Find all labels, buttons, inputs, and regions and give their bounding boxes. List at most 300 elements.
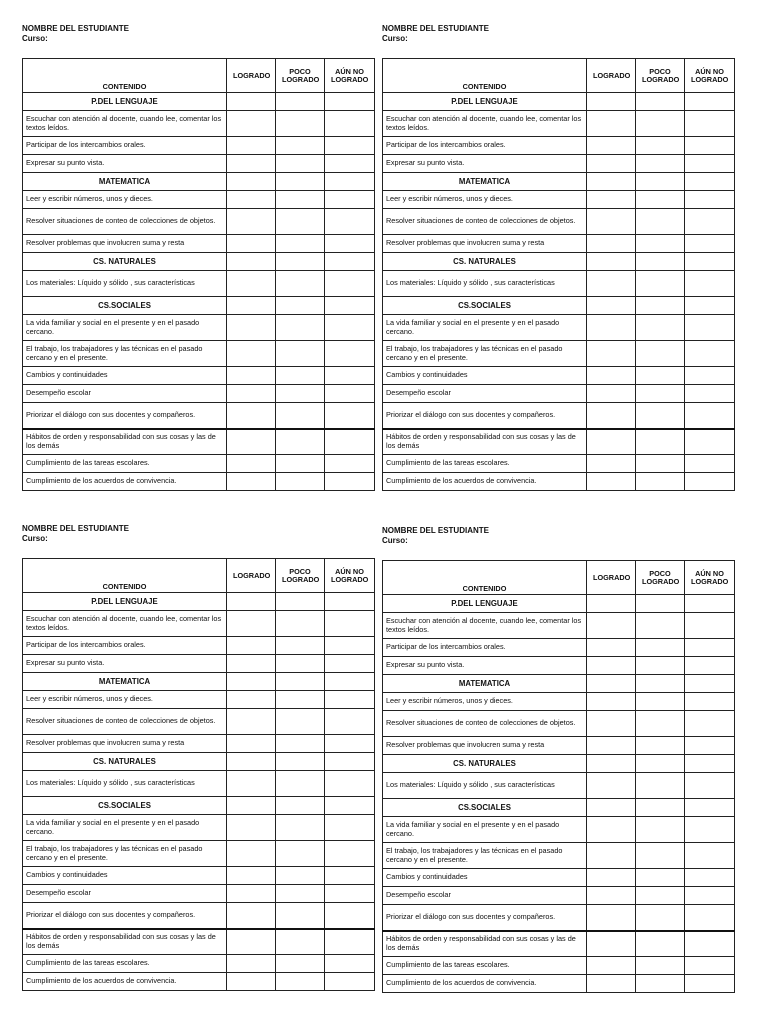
col-aun-no-logrado-cell[interactable]: [685, 271, 735, 297]
col-poco-logrado-cell[interactable]: [636, 155, 685, 173]
col-poco-logrado-cell[interactable]: [276, 815, 325, 841]
col-poco-logrado-cell[interactable]: [276, 155, 325, 173]
col-aun-no-logrado-cell[interactable]: [685, 737, 735, 755]
col-logrado-cell[interactable]: [587, 367, 636, 385]
row-convivencia: [383, 975, 735, 993]
col-poco-logrado-cell[interactable]: [636, 957, 685, 975]
section-title: CS. NATURALES: [383, 755, 587, 773]
col-aun-no-logrado-cell[interactable]: [325, 155, 375, 173]
col-logrado-cell[interactable]: [587, 429, 636, 455]
col-aun-no-logrado-cell[interactable]: [685, 657, 735, 675]
col-logrado-cell[interactable]: [227, 709, 276, 735]
col-poco-logrado-cell[interactable]: [636, 367, 685, 385]
col-logrado-cell[interactable]: [587, 173, 636, 191]
col-logrado-cell[interactable]: [227, 111, 276, 137]
col-aun-no-logrado-cell[interactable]: [685, 385, 735, 403]
col-poco-logrado-cell[interactable]: [276, 191, 325, 209]
row-habitos: [23, 929, 375, 955]
col-aun-no-logrado-cell[interactable]: [325, 173, 375, 191]
col-poco-logrado-cell[interactable]: [636, 843, 685, 869]
content-cell: Cumplimiento de los acuerdos de convivencia.: [23, 973, 227, 991]
col-aun-no-logrado-cell[interactable]: [685, 253, 735, 271]
student-name-label: NOMBRE DEL ESTUDIANTE: [382, 24, 489, 33]
col-poco-logrado-cell[interactable]: [276, 673, 325, 691]
col-aun-no-logrado-cell[interactable]: [685, 773, 735, 799]
col-aun-no-logrado-cell[interactable]: [685, 639, 735, 657]
col-aun-no-logrado-cell[interactable]: [685, 297, 735, 315]
content-cell: Desempeño escolar: [23, 385, 227, 403]
col-logrado-cell[interactable]: [227, 271, 276, 297]
content-cell: Participar de los intercambios orales.: [383, 137, 587, 155]
row-escuchar: [383, 111, 735, 137]
col-poco-logrado-cell[interactable]: [636, 403, 685, 429]
col-aun-no-logrado-cell[interactable]: [325, 867, 375, 885]
col-aun-no-logrado-cell[interactable]: [685, 191, 735, 209]
content-cell: Escuchar con atención al docente, cuando lee, comentar los textos leídos.: [383, 111, 587, 137]
col-poco-logrado-cell[interactable]: [276, 173, 325, 191]
col-logrado-cell[interactable]: [227, 191, 276, 209]
col-aun-no-logrado-cell[interactable]: [685, 887, 735, 905]
col-poco-logrado-cell[interactable]: [276, 271, 325, 297]
col-aun-no-logrado-cell[interactable]: [325, 841, 375, 867]
content-cell: Resolver problemas que involucren suma y resta: [383, 737, 587, 755]
content-cell: Resolver problemas que involucren suma y resta: [23, 735, 227, 753]
col-poco-logrado-cell[interactable]: [276, 297, 325, 315]
row-dialogo: [23, 403, 375, 429]
col-aun-no-logrado-cell[interactable]: [325, 209, 375, 235]
col-aun-no-logrado-cell[interactable]: [325, 797, 375, 815]
col-logrado-cell[interactable]: [227, 297, 276, 315]
content-cell: Cumplimiento de los acuerdos de convivencia.: [383, 975, 587, 993]
row-trabajo: [23, 841, 375, 867]
row-conteo: [383, 209, 735, 235]
col-aun-no-logrado-cell[interactable]: [325, 297, 375, 315]
col-aun-no-logrado-cell[interactable]: [325, 691, 375, 709]
col-poco-logrado-cell[interactable]: [276, 111, 325, 137]
section-title: CS. NATURALES: [383, 253, 587, 271]
col-poco-logrado-cell[interactable]: [276, 753, 325, 771]
content-cell: La vida familiar y social en el presente y en el pasado cercano.: [383, 315, 587, 341]
col-aun-no-logrado-cell[interactable]: [685, 675, 735, 693]
col-logrado-cell[interactable]: [227, 867, 276, 885]
col-aun-no-logrado-cell[interactable]: [325, 815, 375, 841]
content-cell: La vida familiar y social en el presente y en el pasado cercano.: [23, 815, 227, 841]
col-poco-logrado-cell[interactable]: [276, 253, 325, 271]
col-poco-logrado-cell[interactable]: [276, 867, 325, 885]
content-cell: Hábitos de orden y responsabilidad con sus cosas y las de los demás: [23, 429, 227, 455]
col-aun-no-logrado-cell[interactable]: [325, 473, 375, 491]
section-sociales: [23, 297, 375, 315]
col-logrado-cell[interactable]: [587, 675, 636, 693]
col-logrado-cell[interactable]: [587, 931, 636, 957]
col-logrado-cell[interactable]: [227, 137, 276, 155]
col-aun-no-logrado-cell[interactable]: [325, 611, 375, 637]
col-poco-logrado-cell[interactable]: [636, 429, 685, 455]
col-aun-no-logrado-cell[interactable]: [325, 367, 375, 385]
col-aun-no-logrado-cell[interactable]: [685, 693, 735, 711]
col-logrado-cell[interactable]: [587, 155, 636, 173]
content-cell: Priorizar el diálogo con sus docentes y compañeros.: [23, 903, 227, 929]
row-numeros: [383, 191, 735, 209]
col-aun-no-logrado-cell[interactable]: [325, 955, 375, 973]
col-aun-no-logrado-cell[interactable]: [685, 595, 735, 613]
col-aun-no-logrado-cell[interactable]: [325, 903, 375, 929]
col-aun-no-logrado-cell[interactable]: [685, 93, 735, 111]
col-poco-logrado-cell[interactable]: [276, 655, 325, 673]
content-cell: Escuchar con atención al docente, cuando lee, comentar los textos leídos.: [23, 611, 227, 637]
col-poco-logrado-cell[interactable]: [276, 955, 325, 973]
col-aun-no-logrado-cell[interactable]: [325, 271, 375, 297]
col-poco-logrado-cell[interactable]: [636, 173, 685, 191]
col-aun-no-logrado-cell[interactable]: [325, 235, 375, 253]
col-aun-no-logrado-cell[interactable]: [685, 341, 735, 367]
col-aun-no-logrado-cell[interactable]: [685, 155, 735, 173]
col-logrado-cell[interactable]: [227, 929, 276, 955]
col-logrado-cell[interactable]: [587, 93, 636, 111]
col-poco-logrado-cell[interactable]: [636, 235, 685, 253]
col-poco-logrado-cell[interactable]: [276, 593, 325, 611]
col-aun-no-logrado-cell[interactable]: [325, 137, 375, 155]
section-lenguaje: [383, 93, 735, 111]
col-logrado-cell[interactable]: [587, 191, 636, 209]
col-aun-no-logrado-cell[interactable]: [325, 315, 375, 341]
col-aun-no-logrado-cell[interactable]: [685, 367, 735, 385]
col-poco-logrado-cell[interactable]: [636, 869, 685, 887]
header-row: [383, 59, 735, 93]
col-poco-logrado-cell[interactable]: [276, 367, 325, 385]
col-logrado-cell[interactable]: [227, 93, 276, 111]
col-logrado-cell[interactable]: [227, 841, 276, 867]
section-title: CS. NATURALES: [23, 753, 227, 771]
col-aun-no-logrado-cell[interactable]: [685, 315, 735, 341]
col-aun-no-logrado-cell[interactable]: [325, 455, 375, 473]
row-intercambios-orales: [383, 639, 735, 657]
col-poco-logrado-cell[interactable]: [636, 931, 685, 957]
row-cambios: [383, 367, 735, 385]
row-habitos: [383, 931, 735, 957]
col-logrado-cell[interactable]: [587, 595, 636, 613]
col-logrado-cell[interactable]: [587, 613, 636, 639]
col-aun-no-logrado-cell[interactable]: [325, 253, 375, 271]
col-aun-no-logrado-cell[interactable]: [325, 385, 375, 403]
col-aun-no-logrado-cell[interactable]: [325, 191, 375, 209]
col-aun-no-logrado-cell[interactable]: [325, 973, 375, 991]
col-logrado-cell[interactable]: [587, 473, 636, 491]
col-logrado-cell[interactable]: [587, 887, 636, 905]
content-cell: Priorizar el diálogo con sus docentes y compañeros.: [383, 905, 587, 931]
col-aun-no-logrado-cell[interactable]: [685, 905, 735, 931]
col-logrado-cell[interactable]: [587, 235, 636, 253]
col-logrado-cell[interactable]: [227, 797, 276, 815]
col-logrado-cell[interactable]: [227, 973, 276, 991]
col-poco-logrado-cell[interactable]: [276, 315, 325, 341]
col-logrado-cell[interactable]: [227, 691, 276, 709]
col-poco-logrado-cell[interactable]: [276, 137, 325, 155]
col-logrado-cell[interactable]: [587, 657, 636, 675]
section-title: CS.SOCIALES: [383, 799, 587, 817]
col-aun-no-logrado-cell[interactable]: [325, 341, 375, 367]
col-aun-no-logrado-cell[interactable]: [685, 711, 735, 737]
col-aun-no-logrado-cell[interactable]: [325, 885, 375, 903]
course-label: Curso:: [382, 34, 408, 43]
evaluation-form: [22, 24, 374, 491]
col-poco-logrado-cell[interactable]: [276, 385, 325, 403]
content-cell: Cumplimiento de los acuerdos de convivencia.: [383, 473, 587, 491]
col-logrado-cell[interactable]: [227, 209, 276, 235]
col-logrado-cell[interactable]: [227, 815, 276, 841]
col-logrado-header: LOGRADO: [587, 561, 636, 595]
col-poco-logrado-cell[interactable]: [636, 817, 685, 843]
col-logrado-cell[interactable]: [227, 429, 276, 455]
col-aun-no-logrado-cell[interactable]: [685, 613, 735, 639]
col-logrado-cell[interactable]: [587, 111, 636, 137]
col-aun-no-logrado-cell[interactable]: [325, 673, 375, 691]
section-title: CS.SOCIALES: [23, 297, 227, 315]
evaluation-table: [382, 560, 735, 993]
col-logrado-cell[interactable]: [227, 341, 276, 367]
col-logrado-cell[interactable]: [587, 403, 636, 429]
col-aun-no-logrado-cell[interactable]: [685, 975, 735, 993]
col-logrado-cell[interactable]: [587, 693, 636, 711]
col-aun-no-logrado-cell[interactable]: [685, 429, 735, 455]
col-aun-no-logrado-cell[interactable]: [685, 111, 735, 137]
col-poco-logrado-cell[interactable]: [636, 799, 685, 817]
col-poco-logrado-cell[interactable]: [276, 473, 325, 491]
row-intercambios-orales: [383, 137, 735, 155]
col-poco-logrado-cell[interactable]: [636, 455, 685, 473]
content-cell: Resolver problemas que involucren suma y resta: [23, 235, 227, 253]
col-poco-logrado-cell[interactable]: [636, 657, 685, 675]
col-logrado-cell[interactable]: [227, 473, 276, 491]
col-aun-no-logrado-cell[interactable]: [325, 593, 375, 611]
col-logrado-cell[interactable]: [587, 297, 636, 315]
content-cell: Cumplimiento de los acuerdos de convivencia.: [23, 473, 227, 491]
section-title: MATEMATICA: [23, 173, 227, 191]
col-logrado-cell[interactable]: [227, 753, 276, 771]
col-logrado-cell[interactable]: [227, 593, 276, 611]
content-cell: Los materiales: Líquido y sólido , sus características: [23, 771, 227, 797]
col-logrado-cell[interactable]: [227, 173, 276, 191]
col-poco-logrado-cell[interactable]: [276, 429, 325, 455]
content-cell: Los materiales: Líquido y sólido , sus características: [383, 271, 587, 297]
col-logrado-cell[interactable]: [227, 955, 276, 973]
col-poco-logrado-cell[interactable]: [636, 271, 685, 297]
col-aun-no-logrado-cell[interactable]: [685, 869, 735, 887]
section-naturales: [383, 755, 735, 773]
content-cell: Expresar su punto vista.: [383, 657, 587, 675]
col-aun-no-logrado-cell[interactable]: [325, 93, 375, 111]
col-poco-logrado-cell[interactable]: [276, 841, 325, 867]
col-logrado-cell[interactable]: [227, 235, 276, 253]
col-poco-logrado-cell[interactable]: [636, 693, 685, 711]
col-logrado-cell[interactable]: [587, 817, 636, 843]
col-poco-logrado-cell[interactable]: [276, 903, 325, 929]
col-poco-logrado-cell[interactable]: [276, 611, 325, 637]
col-aun-no-logrado-cell[interactable]: [325, 771, 375, 797]
col-poco-logrado-cell[interactable]: [636, 209, 685, 235]
col-poco-logrado-cell[interactable]: [636, 975, 685, 993]
col-poco-logrado-cell[interactable]: [276, 691, 325, 709]
col-logrado-cell[interactable]: [587, 869, 636, 887]
col-logrado-header: LOGRADO: [227, 59, 276, 93]
evaluation-table: [22, 558, 375, 991]
col-poco-logrado-cell[interactable]: [276, 209, 325, 235]
col-aun-no-logrado-cell[interactable]: [685, 209, 735, 235]
col-aun-no-logrado-cell[interactable]: [685, 957, 735, 975]
row-desempeno: [383, 385, 735, 403]
col-poco-logrado-cell[interactable]: [636, 473, 685, 491]
col-logrado-cell[interactable]: [587, 711, 636, 737]
row-trabajo: [383, 843, 735, 869]
col-logrado-cell[interactable]: [587, 843, 636, 869]
col-aun-no-logrado-cell[interactable]: [325, 429, 375, 455]
col-aun-no-logrado-cell[interactable]: [685, 403, 735, 429]
col-aun-no-logrado-cell[interactable]: [685, 137, 735, 155]
col-poco-logrado-cell[interactable]: [636, 675, 685, 693]
section-naturales: [383, 253, 735, 271]
col-poco-logrado-cell[interactable]: [636, 773, 685, 799]
col-aun-no-logrado-cell[interactable]: [325, 735, 375, 753]
col-poco-logrado-cell[interactable]: [636, 737, 685, 755]
content-cell: Desempeño escolar: [23, 885, 227, 903]
col-poco-logrado-cell[interactable]: [636, 639, 685, 657]
content-cell: Leer y escribir números, unos y dieces.: [23, 691, 227, 709]
content-cell: Resolver problemas que involucren suma y resta: [383, 235, 587, 253]
col-logrado-cell[interactable]: [587, 137, 636, 155]
col-aun-no-logrado-cell[interactable]: [685, 473, 735, 491]
col-poco-logrado-cell[interactable]: [636, 595, 685, 613]
col-poco-logrado-cell[interactable]: [276, 455, 325, 473]
col-aun-no-logrado-cell[interactable]: [325, 637, 375, 655]
row-materiales: [383, 773, 735, 799]
col-poco-logrado-cell[interactable]: [636, 315, 685, 341]
col-logrado-cell[interactable]: [227, 253, 276, 271]
col-logrado-cell[interactable]: [227, 885, 276, 903]
section-title: CS.SOCIALES: [23, 797, 227, 815]
col-aun-no-logrado-cell[interactable]: [685, 843, 735, 869]
col-aun-no-logrado-cell[interactable]: [685, 455, 735, 473]
col-aun-no-logrado-cell[interactable]: [685, 173, 735, 191]
col-logrado-cell[interactable]: [587, 799, 636, 817]
col-poco-logrado-cell[interactable]: [636, 111, 685, 137]
row-materiales: [23, 271, 375, 297]
col-poco-logrado-cell[interactable]: [636, 905, 685, 931]
col-aun-no-logrado-cell[interactable]: [325, 929, 375, 955]
col-aun-no-logrado-cell[interactable]: [325, 403, 375, 429]
col-aun-no-logrado-cell[interactable]: [685, 235, 735, 253]
col-logrado-cell[interactable]: [587, 773, 636, 799]
col-poco-logrado-cell[interactable]: [636, 191, 685, 209]
section-title: MATEMATICA: [383, 675, 587, 693]
col-poco-logrado-cell[interactable]: [276, 637, 325, 655]
col-logrado-cell[interactable]: [227, 637, 276, 655]
row-cambios: [23, 867, 375, 885]
col-poco-logrado-cell[interactable]: [276, 735, 325, 753]
content-cell: Priorizar el diálogo con sus docentes y compañeros.: [383, 403, 587, 429]
col-poco-logrado-cell[interactable]: [636, 253, 685, 271]
col-aun-no-logrado-cell[interactable]: [685, 755, 735, 773]
col-logrado-cell[interactable]: [227, 315, 276, 341]
col-poco-logrado-cell[interactable]: [636, 755, 685, 773]
col-poco-logrado-cell[interactable]: [276, 973, 325, 991]
col-poco-logrado-cell[interactable]: [276, 797, 325, 815]
col-logrado-cell[interactable]: [587, 957, 636, 975]
col-logrado-cell[interactable]: [587, 737, 636, 755]
col-contenido-header: CONTENIDO: [23, 59, 227, 93]
col-poco-logrado-cell[interactable]: [636, 385, 685, 403]
col-logrado-cell[interactable]: [587, 315, 636, 341]
col-poco-logrado-cell[interactable]: [636, 887, 685, 905]
col-poco-logrado-cell[interactable]: [636, 297, 685, 315]
content-cell: Cambios y continuidades: [383, 367, 587, 385]
col-logrado-cell[interactable]: [587, 253, 636, 271]
col-logrado-cell[interactable]: [227, 155, 276, 173]
col-logrado-cell[interactable]: [587, 341, 636, 367]
col-logrado-cell[interactable]: [227, 403, 276, 429]
col-poco-logrado-cell[interactable]: [276, 341, 325, 367]
content-cell: Leer y escribir números, unos y dieces.: [23, 191, 227, 209]
col-poco-logrado-cell[interactable]: [276, 885, 325, 903]
row-vida-familiar: [23, 315, 375, 341]
col-aun-no-logrado-cell[interactable]: [685, 931, 735, 957]
col-logrado-cell[interactable]: [587, 271, 636, 297]
col-poco-logrado-cell[interactable]: [276, 93, 325, 111]
col-logrado-cell[interactable]: [227, 385, 276, 403]
col-poco-logrado-cell[interactable]: [636, 341, 685, 367]
col-aun-no-logrado-cell[interactable]: [325, 655, 375, 673]
col-poco-logrado-cell[interactable]: [276, 709, 325, 735]
col-logrado-cell[interactable]: [587, 639, 636, 657]
col-poco-logrado-cell[interactable]: [636, 711, 685, 737]
row-habitos: [383, 429, 735, 455]
col-aun-no-logrado-cell[interactable]: [325, 111, 375, 137]
col-logrado-cell[interactable]: [587, 209, 636, 235]
col-poco-logrado-cell[interactable]: [636, 93, 685, 111]
col-logrado-cell[interactable]: [227, 611, 276, 637]
col-logrado-cell[interactable]: [227, 903, 276, 929]
row-intercambios-orales: [23, 137, 375, 155]
col-poco-logrado-cell[interactable]: [636, 613, 685, 639]
col-logrado-cell[interactable]: [587, 905, 636, 931]
col-poco-logrado-cell[interactable]: [276, 771, 325, 797]
col-aun-no-logrado-cell[interactable]: [685, 799, 735, 817]
col-logrado-cell[interactable]: [227, 673, 276, 691]
col-poco-logrado-cell[interactable]: [276, 403, 325, 429]
col-logrado-header: LOGRADO: [587, 59, 636, 93]
col-aun-no-logrado-cell[interactable]: [685, 817, 735, 843]
col-logrado-cell[interactable]: [587, 975, 636, 993]
content-cell: Desempeño escolar: [383, 385, 587, 403]
col-logrado-cell[interactable]: [227, 367, 276, 385]
col-aun-no-logrado-cell[interactable]: [325, 753, 375, 771]
col-logrado-cell[interactable]: [227, 655, 276, 673]
col-poco-logrado-cell[interactable]: [276, 929, 325, 955]
col-logrado-cell[interactable]: [227, 735, 276, 753]
row-convivencia: [23, 973, 375, 991]
col-logrado-cell[interactable]: [587, 755, 636, 773]
col-logrado-cell[interactable]: [227, 771, 276, 797]
col-poco-logrado-cell[interactable]: [276, 235, 325, 253]
col-logrado-cell[interactable]: [587, 385, 636, 403]
col-logrado-cell[interactable]: [587, 455, 636, 473]
content-cell: Cumplimiento de las tareas escolares.: [23, 955, 227, 973]
row-convivencia: [383, 473, 735, 491]
row-suma-resta: [383, 235, 735, 253]
col-poco-logrado-cell[interactable]: [636, 137, 685, 155]
col-logrado-cell[interactable]: [227, 455, 276, 473]
col-poco-logrado-header: POCO LOGRADO: [276, 559, 325, 593]
col-aun-no-logrado-cell[interactable]: [325, 709, 375, 735]
